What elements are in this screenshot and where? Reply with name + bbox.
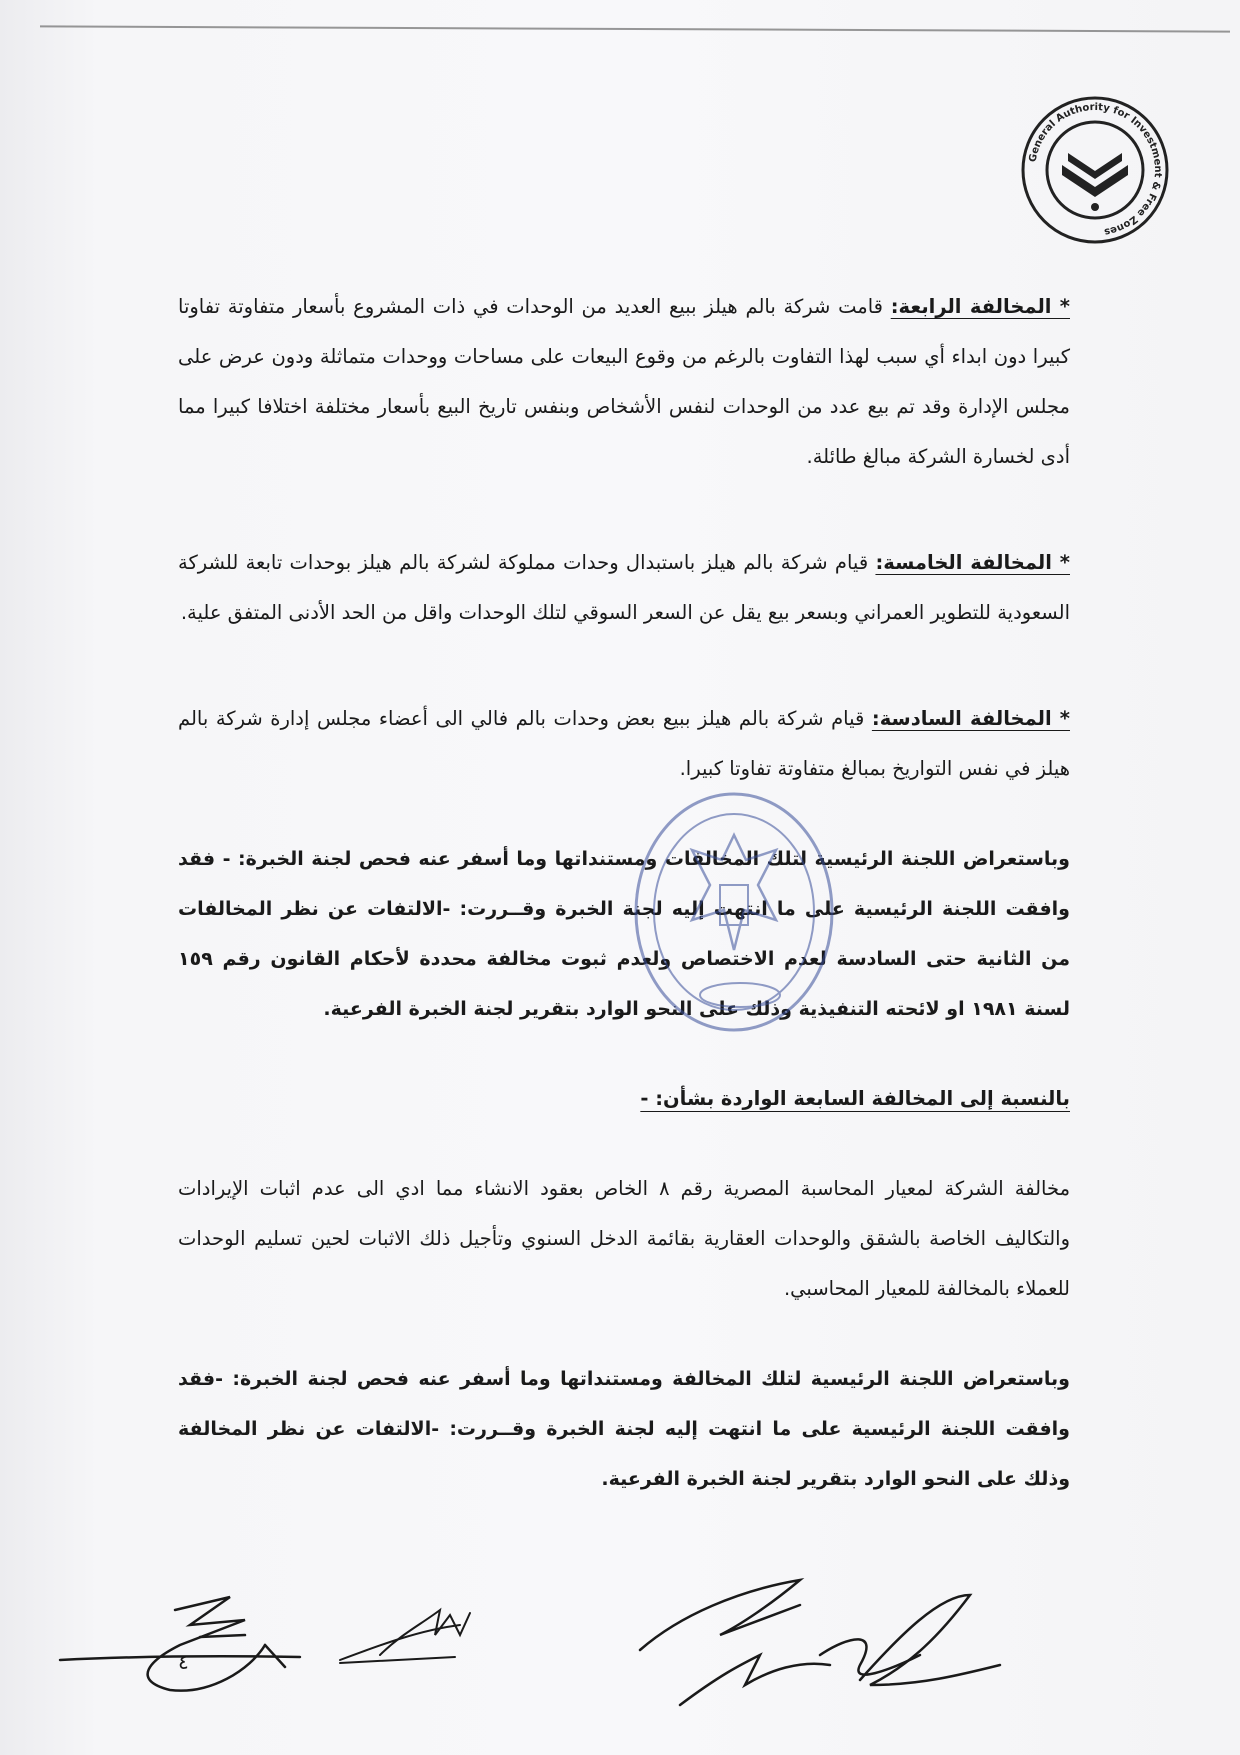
violation-7-paragraph: مخالفة الشركة لمعيار المحاسبة المصرية رقم ٨ الخاص بعقود الانشاء مما ادي الى عدم اثبات الإيرادات والتكاليف الخاصة بالشقق والوحدات العقارية بقائمة الدخل السنوي وتأجيل ذلك الاثبات لحين تسليم الوحدات للعملاء بالمخالفة للمعيار المحاسبي. <box>178 1177 1071 1300</box>
violation-5-text: قيام شركة بالم هيلز باستبدال وحدات مملوكة لشركة بالم هيلز بوحدات تابعة للشركة السعودية للتطوير العمراني وبسعر بيع يقل عن السعر السوقي لتلك الوحدات واقل من الحد الأدنى المتفق علية. <box>178 551 1070 624</box>
signatures-area <box>40 1575 1200 1725</box>
decision-2-paragraph: وباستعراض اللجنة الرئيسية لتلك المخالفة ومستنداتها وما أسفر عنه فحص لجنة الخبرة: -فقد وافقت اللجنة الرئيسية على ما انتهت إليه لجنة الخبرة وقــررت: -الالتفات عن نظر المخالفة وذلك على النحو الوارد بتقرير لجنة الخبرة الفرعية. <box>178 1368 1070 1490</box>
violation-4-paragraph <box>178 282 1070 482</box>
violation-6-label: * المخالفة السادسة: <box>871 707 1070 730</box>
signature-3-icon <box>640 1580 1000 1705</box>
signature-1-icon <box>60 1597 300 1691</box>
eagle-stamp-icon <box>632 790 837 1035</box>
violation-5-label: * المخالفة الخامسة: <box>875 551 1070 574</box>
signature-2-icon <box>340 1610 470 1663</box>
violation-6-text: قيام شركة بالم هيلز ببيع بعض وحدات بالم فالي الى أعضاء مجلس إدارة شركة بالم هيلز في نفس التواريخ بمبالغ متفاوتة تفاوتا كبيرا. <box>178 707 1070 780</box>
violation-4-text: قامت شركة بالم هيلز ببيع العديد من الوحدات في ذات المشروع بأسعار متفاوتة تفاوتا كبيرا دون ابداء أي سبب لهذا التفاوت بالرغم من وقوع البيعات على مساحات ووحدات متماثلة ودون عرض على مجلس الإدارة وقد تم بيع عدد من الوحدات لنفس الأشخاص وبنفس تاريخ البيع بأسعار مختلفة اختلافا كبيرا مما أدى لخسارة الشركة مبالغ طائلة. <box>178 295 1070 468</box>
page-number: ٤ <box>178 1650 189 1674</box>
violation-7-heading: بالنسبة إلى المخالفة السابعة الواردة بشأن: - <box>640 1087 1070 1110</box>
decision-1-paragraph: وباستعراض اللجنة الرئيسية لتلك المخالفات ومستنداتها وما أسفر عنه فحص لجنة الخبرة: - فقد وافقت اللجنة الرئيسية على ما انتهت إليه لجنة الخبرة وقــررت: -الالتفات عن نظر المخالفات من الثانية حتى السادسة لعدم الاختصاص ولعدم ثبوت مخالفة محددة لأحكام القانون رقم ١٥٩ لسنة ١٩٨١ او لائحته التنفيذية وذلك على النحو الوارد بتقرير لجنة الخبرة الفرعية. <box>178 848 1070 1020</box>
violation-5-paragraph <box>178 538 1070 638</box>
authority-logo-icon <box>1020 95 1170 245</box>
violation-4-label: * المخالفة الرابعة: <box>890 295 1070 318</box>
document-body <box>178 282 1070 1504</box>
violation-6-paragraph <box>178 694 1070 794</box>
top-rule <box>40 25 1230 32</box>
logo-ring-text: General Authority for Investment & Free Zones <box>1027 101 1164 238</box>
